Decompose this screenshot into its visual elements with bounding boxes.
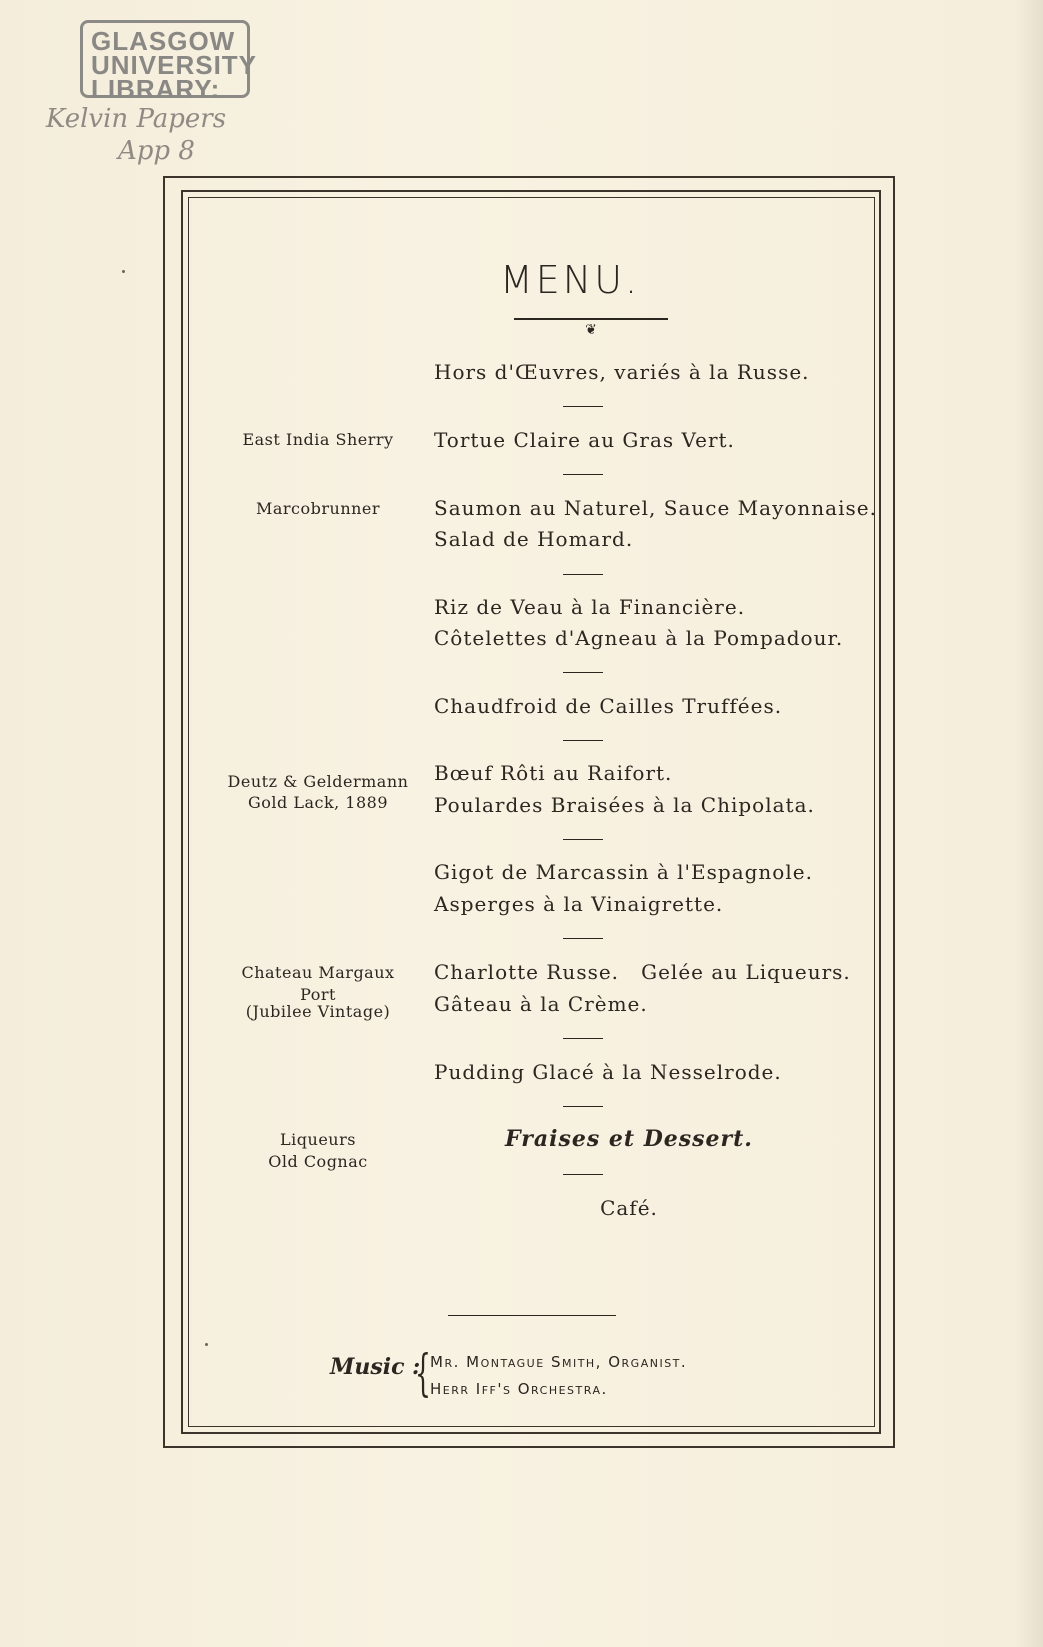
dish-line: Bœuf Rôti au Raifort. bbox=[434, 761, 673, 785]
wine-pairing: East India Sherry bbox=[242, 430, 394, 449]
stamp-line: UNIVERSITY bbox=[91, 50, 258, 80]
performer-line: Mr. Montague Smith, Organist. bbox=[430, 1353, 688, 1371]
dish-line: Poulardes Braisées à la Chipolata. bbox=[434, 793, 815, 817]
wine-pairing: Old Cognac bbox=[268, 1152, 368, 1171]
wine-pairing: Deutz & Geldermann bbox=[227, 772, 409, 791]
performer-line: Herr Iff's Orchestra. bbox=[430, 1380, 608, 1398]
speck bbox=[122, 270, 125, 273]
wine-pairing: Liqueurs bbox=[280, 1130, 356, 1149]
wine-pairing: Chateau Margaux bbox=[241, 963, 395, 982]
course-separator bbox=[563, 1038, 603, 1039]
course-separator bbox=[563, 474, 603, 475]
course-separator bbox=[563, 406, 603, 407]
wine-pairing: Gold Lack, 1889 bbox=[247, 793, 389, 812]
handwritten-note: App 8 bbox=[118, 136, 195, 166]
dish-line: Salad de Homard. bbox=[434, 527, 634, 551]
handwritten-note: Kelvin Papers bbox=[46, 104, 227, 134]
course-separator bbox=[563, 672, 603, 673]
dish-line: Café. bbox=[600, 1196, 658, 1220]
border-line bbox=[188, 1426, 874, 1427]
ornament-icon: ❦ bbox=[585, 322, 597, 338]
border-line bbox=[874, 197, 875, 1427]
course-separator bbox=[563, 839, 603, 840]
paper-edge-shadow bbox=[1015, 0, 1043, 1647]
wine-pairing: Marcobrunner bbox=[255, 499, 381, 518]
library-stamp bbox=[80, 20, 258, 104]
dish-line: Chaudfroid de Cailles Truffées. bbox=[434, 694, 783, 718]
dish-line: Charlotte Russe. Gelée au Liqueurs. bbox=[434, 960, 851, 984]
brace-glyph: { bbox=[415, 1344, 431, 1402]
menu-title: MENU. bbox=[500, 258, 641, 302]
stamp-line: LIBRARY: bbox=[91, 74, 221, 104]
dish-line: Pudding Glacé à la Nesselrode. bbox=[434, 1060, 782, 1084]
dish-line: Gâteau à la Crème. bbox=[434, 992, 648, 1016]
dish-line: Riz de Veau à la Financière. bbox=[434, 595, 746, 619]
border-line bbox=[188, 197, 874, 198]
speck bbox=[205, 1343, 208, 1346]
dish-line: Tortue Claire au Gras Vert. bbox=[434, 428, 735, 452]
wine-pairing: Port bbox=[300, 985, 336, 1004]
dish-line: Asperges à la Vinaigrette. bbox=[434, 892, 724, 916]
course-separator bbox=[563, 1106, 603, 1107]
music-label: Music : bbox=[330, 1354, 421, 1380]
dish-line: Gigot de Marcassin à l'Espagnole. bbox=[434, 860, 813, 884]
title-rule bbox=[514, 318, 668, 320]
course-separator bbox=[563, 1174, 603, 1175]
closing-rule bbox=[448, 1315, 616, 1316]
wine-pairing: (Jubilee Vintage) bbox=[245, 1002, 391, 1021]
dish-line: Hors d'Œuvres, variés à la Russe. bbox=[434, 360, 810, 384]
border-line bbox=[188, 197, 189, 1427]
course-separator bbox=[563, 740, 603, 741]
dish-line: Fraises et Dessert. bbox=[505, 1126, 753, 1152]
stamp-line: GLASGOW bbox=[91, 26, 236, 56]
dish-line: Côtelettes d'Agneau à la Pompadour. bbox=[434, 626, 844, 650]
course-separator bbox=[563, 574, 603, 575]
course-separator bbox=[563, 938, 603, 939]
dish-line: Saumon au Naturel, Sauce Mayonnaise. bbox=[434, 496, 877, 520]
